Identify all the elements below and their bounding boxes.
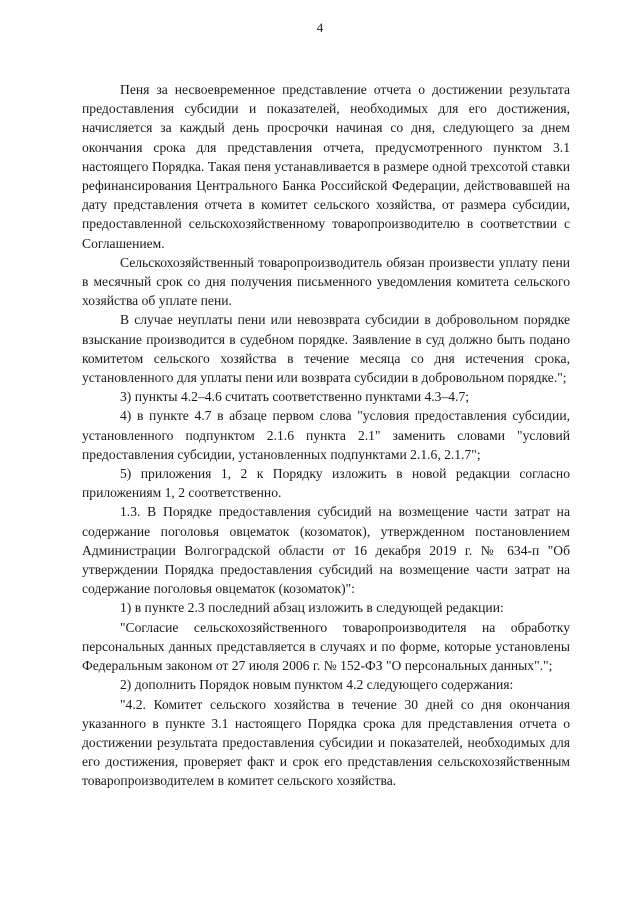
document-body xyxy=(82,80,570,791)
paragraph-section-1-3: 1.3. В Порядке предоставления субсидий на возмещение части затрат на содержание поголовья овцематок (козоматок), утвержденном постановлением Администрации Волгоградской области от 16 декабря 2019 г. № 634-п "Об утверждении Порядка предоставления субсидий на возмещение части затрат на содержание поголовья овцематок (козоматок)": xyxy=(82,504,570,597)
paragraph-penalty-payment: Сельскохозяйственный товаропроизводитель обязан произвести уплату пени в месячный срок со дня получения письменного уведомления комитета сельского хозяйства об уплате пени. xyxy=(82,254,570,309)
paragraph-item-5: 5) приложения 1, 2 к Порядку изложить в новой редакции согласно приложениям 1, 2 соответственно. xyxy=(82,466,570,501)
paragraph-item-4: 4) в пункте 4.7 в абзаце первом слова "условия предоставления субсидии, установленного подпунктом 2.1.6 пункта 2.1" заменить словами "условий предоставления субсидии, установленных подпунктами 2.1.6, 2.1.7"; xyxy=(82,408,570,462)
paragraph-court-recovery: В случае неуплаты пени или невозврата субсидии в добровольном порядке взыскание производится в судебном порядке. Заявление в суд должно быть подано комитетом сельского хозяйства в течение месяца со дня истечения срока, установленного для уплаты пени или возврата субсидии в добровольном порядке."; xyxy=(82,312,570,386)
paragraph-penalty-accrual: Пеня за несвоевременное представление отчета о достижении результата предоставления субсидии и показателей, необходимых для его достижения, начисляется за каждый день просрочки начиная со дня, следующего за днем окончания срока для представления отчета, предусмотренного пунктом 3.1 настоящего Порядка. Такая пеня устанавливается в размере одной трехсотой ставки рефинансирования Центрального Банка Российской Федерации, действовавшей на дату представления отчета в комитет сельского хозяйства, от размера субсидии, предоставленной сельскохозяйственному товаропроизводителю в соответствии с Соглашением. xyxy=(82,82,570,251)
paragraph-clause-4-2: "4.2. Комитет сельского хозяйства в течение 30 дней со дня окончания указанного в пункте 3.1 настоящего Порядка срока для представления отчета о достижении результата предоставления субсидии и показателей, необходимых для его достижения, проверяет факт и срок его представления сельскохозяйственным товаропроизводителем в комитет сельского хозяйства. xyxy=(82,696,570,789)
paragraph-consent-quote: "Согласие сельскохозяйственного товаропроизводителя на обработку персональных данных представляется в случаях и по форме, которые установлены Федеральным законом от 27 июля 2006 г. № 152-ФЗ "О персональных данных"."; xyxy=(82,619,570,674)
page-number: 4 xyxy=(316,20,324,35)
paragraph-item-2: 2) дополнить Порядок новым пунктом 4.2 следующего содержания: xyxy=(120,677,514,693)
paragraph-item-3: 3) пункты 4.2–4.6 считать соответственно пунктами 4.3–4.7; xyxy=(120,389,470,405)
paragraph-item-1: 1) в пункте 2.3 последний абзац изложить в следующей редакции: xyxy=(120,600,504,616)
